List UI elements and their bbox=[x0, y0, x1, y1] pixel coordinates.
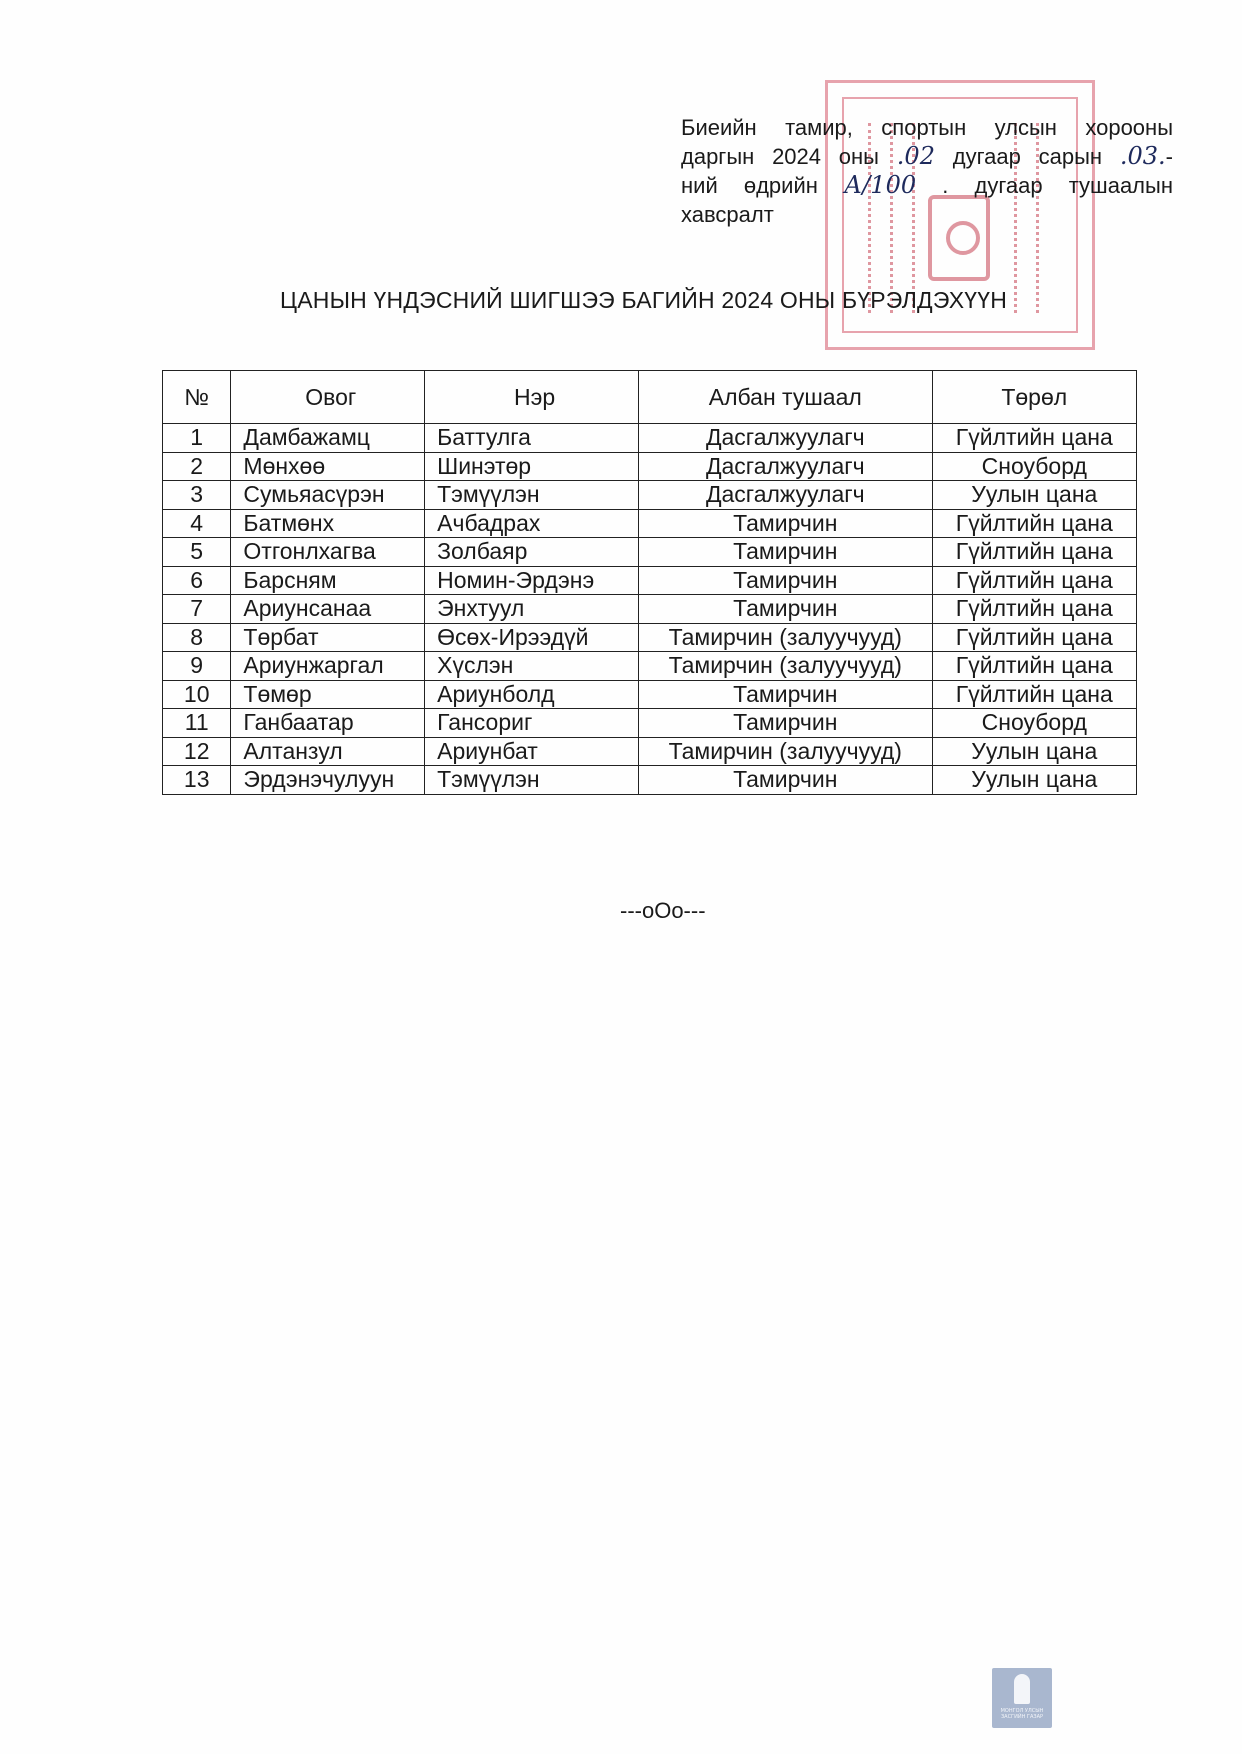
cell-position: Тамирчин bbox=[639, 766, 933, 795]
cell-position: Тамирчин bbox=[639, 566, 933, 595]
cell-number: 12 bbox=[163, 737, 231, 766]
cell-number: 8 bbox=[163, 623, 231, 652]
attachment-note-text: дугаар сарын bbox=[952, 144, 1103, 169]
table-body bbox=[163, 424, 1137, 795]
cell-type: Сноуборд bbox=[932, 452, 1136, 481]
table-row bbox=[163, 680, 1137, 709]
attachment-note bbox=[681, 113, 1173, 229]
government-logo bbox=[992, 1668, 1052, 1728]
cell-position: Тамирчин (залуучууд) bbox=[639, 737, 933, 766]
header-surname: Овог bbox=[231, 371, 425, 424]
table-row bbox=[163, 509, 1137, 538]
cell-type: Уулын цана bbox=[932, 737, 1136, 766]
attachment-note-text: - bbox=[1165, 144, 1173, 169]
table-row bbox=[163, 424, 1137, 453]
cell-name: Золбаяр bbox=[425, 538, 639, 567]
cell-surname: Батмөнх bbox=[231, 509, 425, 538]
cell-surname: Ариунсанаа bbox=[231, 595, 425, 624]
cell-number: 10 bbox=[163, 680, 231, 709]
cell-name: Номин-Эрдэнэ bbox=[425, 566, 639, 595]
cell-number: 3 bbox=[163, 481, 231, 510]
table-row bbox=[163, 737, 1137, 766]
attachment-note-text: ний өдрийн bbox=[681, 173, 818, 198]
cell-position: Тамирчин bbox=[639, 680, 933, 709]
cell-name: Гансориг bbox=[425, 709, 639, 738]
cell-position: Тамирчин bbox=[639, 509, 933, 538]
cell-position: Тамирчин bbox=[639, 709, 933, 738]
cell-type: Уулын цана bbox=[932, 766, 1136, 795]
handwritten-month: .02 bbox=[896, 142, 935, 170]
cell-number: 9 bbox=[163, 652, 231, 681]
cell-name: Тэмүүлэн bbox=[425, 481, 639, 510]
cell-type: Гүйлтийн цана bbox=[932, 623, 1136, 652]
table-row bbox=[163, 566, 1137, 595]
attachment-note-line bbox=[681, 171, 1173, 200]
handwritten-order-number: А/100 bbox=[844, 171, 917, 199]
attachment-note-line: Биеийн тамир, спортын улсын хорооны bbox=[681, 115, 1173, 140]
cell-type: Гүйлтийн цана bbox=[932, 538, 1136, 567]
cell-type: Гүйлтийн цана bbox=[932, 424, 1136, 453]
attachment-note-text: даргын 2024 оны bbox=[681, 144, 879, 169]
cell-surname: Эрдэнэчулуун bbox=[231, 766, 425, 795]
cell-surname: Төрбат bbox=[231, 623, 425, 652]
cell-name: Тэмүүлэн bbox=[425, 766, 639, 795]
cell-type: Гүйлтийн цана bbox=[932, 566, 1136, 595]
handwritten-day: .03. bbox=[1119, 142, 1166, 170]
cell-surname: Ариунжаргал bbox=[231, 652, 425, 681]
cell-number: 5 bbox=[163, 538, 231, 567]
table-row bbox=[163, 709, 1137, 738]
table-row bbox=[163, 623, 1137, 652]
table-row bbox=[163, 652, 1137, 681]
cell-type: Гүйлтийн цана bbox=[932, 680, 1136, 709]
cell-name: Баттулга bbox=[425, 424, 639, 453]
cell-name: Ариунбат bbox=[425, 737, 639, 766]
cell-name: Өсөх-Ирээдүй bbox=[425, 623, 639, 652]
table-row bbox=[163, 452, 1137, 481]
table-header-row bbox=[163, 371, 1137, 424]
cell-type: Уулын цана bbox=[932, 481, 1136, 510]
document-end-mark: ---оОо--- bbox=[620, 898, 706, 923]
header-position: Албан тушаал bbox=[639, 371, 933, 424]
cell-position: Тамирчин bbox=[639, 595, 933, 624]
cell-surname: Төмөр bbox=[231, 680, 425, 709]
soyombo-icon bbox=[1014, 1674, 1030, 1704]
cell-position: Дасгалжуулагч bbox=[639, 481, 933, 510]
cell-surname: Ганбаатар bbox=[231, 709, 425, 738]
cell-name: Ачбадрах bbox=[425, 509, 639, 538]
cell-number: 4 bbox=[163, 509, 231, 538]
cell-type: Гүйлтийн цана bbox=[932, 509, 1136, 538]
logo-text: МОНГОЛ УЛСЫН ЗАСГИЙН ГАЗАР bbox=[1000, 1708, 1044, 1720]
cell-number: 2 bbox=[163, 452, 231, 481]
cell-surname: Барсням bbox=[231, 566, 425, 595]
attachment-note-line bbox=[681, 142, 1173, 171]
cell-number: 6 bbox=[163, 566, 231, 595]
team-roster-table bbox=[162, 370, 1137, 795]
cell-number: 13 bbox=[163, 766, 231, 795]
cell-name: Энхтуул bbox=[425, 595, 639, 624]
header-type: Төрөл bbox=[932, 371, 1136, 424]
cell-number: 11 bbox=[163, 709, 231, 738]
header-number: № bbox=[163, 371, 231, 424]
table-row bbox=[163, 538, 1137, 567]
cell-surname: Отгонлхагва bbox=[231, 538, 425, 567]
cell-surname: Мөнхөө bbox=[231, 452, 425, 481]
cell-name: Хүслэн bbox=[425, 652, 639, 681]
cell-name: Ариунболд bbox=[425, 680, 639, 709]
table-row bbox=[163, 595, 1137, 624]
cell-position: Тамирчин (залуучууд) bbox=[639, 652, 933, 681]
cell-number: 7 bbox=[163, 595, 231, 624]
cell-type: Гүйлтийн цана bbox=[932, 652, 1136, 681]
cell-surname: Сумьяасүрэн bbox=[231, 481, 425, 510]
cell-type: Гүйлтийн цана bbox=[932, 595, 1136, 624]
header-name: Нэр bbox=[425, 371, 639, 424]
document-title: ЦАНЫН ҮНДЭСНИЙ ШИГШЭЭ БАГИЙН 2024 ОНЫ БҮРЭЛДЭХҮҮН bbox=[280, 287, 1008, 313]
cell-position: Дасгалжуулагч bbox=[639, 452, 933, 481]
table-row bbox=[163, 766, 1137, 795]
attachment-note-text: . дугаар тушаалын bbox=[942, 173, 1173, 198]
cell-surname: Дамбажамц bbox=[231, 424, 425, 453]
cell-number: 1 bbox=[163, 424, 231, 453]
cell-position: Тамирчин bbox=[639, 538, 933, 567]
table-row bbox=[163, 481, 1137, 510]
cell-type: Сноуборд bbox=[932, 709, 1136, 738]
cell-position: Дасгалжуулагч bbox=[639, 424, 933, 453]
cell-name: Шинэтөр bbox=[425, 452, 639, 481]
attachment-note-line: хавсралт bbox=[681, 202, 774, 227]
cell-surname: Алтанзул bbox=[231, 737, 425, 766]
cell-position: Тамирчин (залуучууд) bbox=[639, 623, 933, 652]
